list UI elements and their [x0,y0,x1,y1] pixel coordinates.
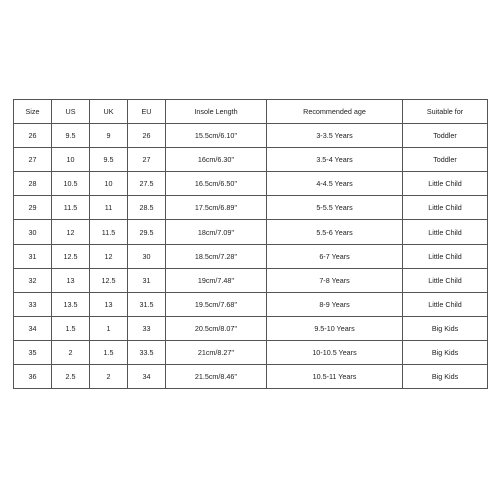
cell-insole-length: 18cm/7.09'' [166,220,267,244]
cell-eu: 27 [128,148,166,172]
cell-us: 10.5 [52,172,90,196]
cell-uk: 13 [90,292,128,316]
cell-recommended-age: 10-10.5 Years [267,340,403,364]
cell-suitable-for: Big Kids [403,365,488,389]
cell-recommended-age: 6-7 Years [267,244,403,268]
cell-size: 34 [14,316,52,340]
cell-insole-length: 19.5cm/7.68'' [166,292,267,316]
header-size: Size [14,100,52,124]
cell-us: 2.5 [52,365,90,389]
cell-us: 10 [52,148,90,172]
cell-eu: 30 [128,244,166,268]
cell-suitable-for: Big Kids [403,316,488,340]
cell-insole-length: 16cm/6.30'' [166,148,267,172]
cell-eu: 33.5 [128,340,166,364]
table-body [14,124,488,389]
table-row [14,196,488,220]
cell-recommended-age: 7-8 Years [267,268,403,292]
cell-uk: 11.5 [90,220,128,244]
table-row [14,365,488,389]
cell-uk: 9.5 [90,148,128,172]
cell-recommended-age: 3.5-4 Years [267,148,403,172]
cell-eu: 31 [128,268,166,292]
cell-size: 36 [14,365,52,389]
cell-uk: 12 [90,244,128,268]
cell-us: 11.5 [52,196,90,220]
cell-recommended-age: 5.5-6 Years [267,220,403,244]
cell-size: 32 [14,268,52,292]
cell-insole-length: 16.5cm/6.50'' [166,172,267,196]
cell-insole-length: 21cm/8.27'' [166,340,267,364]
cell-uk: 1.5 [90,340,128,364]
table-row [14,268,488,292]
cell-size: 31 [14,244,52,268]
cell-suitable-for: Little Child [403,196,488,220]
header-us: US [52,100,90,124]
cell-suitable-for: Little Child [403,244,488,268]
cell-suitable-for: Toddler [403,148,488,172]
cell-recommended-age: 9.5-10 Years [267,316,403,340]
cell-eu: 28.5 [128,196,166,220]
cell-insole-length: 18.5cm/7.28'' [166,244,267,268]
table-header-row [14,100,488,124]
cell-uk: 2 [90,365,128,389]
cell-size: 27 [14,148,52,172]
size-chart-table [13,99,488,389]
cell-recommended-age: 8-9 Years [267,292,403,316]
table-row [14,244,488,268]
cell-recommended-age: 4-4.5 Years [267,172,403,196]
cell-us: 2 [52,340,90,364]
cell-uk: 1 [90,316,128,340]
cell-size: 29 [14,196,52,220]
table-row [14,316,488,340]
cell-uk: 11 [90,196,128,220]
cell-suitable-for: Little Child [403,172,488,196]
cell-eu: 31.5 [128,292,166,316]
cell-us: 12 [52,220,90,244]
header-eu: EU [128,100,166,124]
table-row [14,340,488,364]
cell-recommended-age: 10.5-11 Years [267,365,403,389]
header-recommended-age: Recommended age [267,100,403,124]
cell-eu: 29.5 [128,220,166,244]
cell-us: 1.5 [52,316,90,340]
cell-suitable-for: Little Child [403,268,488,292]
cell-size: 35 [14,340,52,364]
cell-suitable-for: Toddler [403,124,488,148]
table-row [14,292,488,316]
cell-insole-length: 20.5cm/8.07'' [166,316,267,340]
cell-insole-length: 17.5cm/6.89'' [166,196,267,220]
header-uk: UK [90,100,128,124]
cell-uk: 9 [90,124,128,148]
cell-insole-length: 19cm/7.48'' [166,268,267,292]
header-insole-length: Insole Length [166,100,267,124]
cell-recommended-age: 3-3.5 Years [267,124,403,148]
cell-us: 13.5 [52,292,90,316]
cell-suitable-for: Big Kids [403,340,488,364]
cell-size: 26 [14,124,52,148]
cell-us: 12.5 [52,244,90,268]
table-row [14,172,488,196]
cell-recommended-age: 5-5.5 Years [267,196,403,220]
cell-eu: 27.5 [128,172,166,196]
cell-insole-length: 15.5cm/6.10'' [166,124,267,148]
cell-suitable-for: Little Child [403,220,488,244]
cell-eu: 26 [128,124,166,148]
cell-eu: 34 [128,365,166,389]
header-suitable-for: Suitable for [403,100,488,124]
cell-size: 28 [14,172,52,196]
cell-us: 13 [52,268,90,292]
cell-size: 33 [14,292,52,316]
cell-insole-length: 21.5cm/8.46'' [166,365,267,389]
table-row [14,148,488,172]
cell-uk: 10 [90,172,128,196]
cell-us: 9.5 [52,124,90,148]
cell-uk: 12.5 [90,268,128,292]
table-row [14,220,488,244]
cell-eu: 33 [128,316,166,340]
cell-suitable-for: Little Child [403,292,488,316]
table-row [14,124,488,148]
cell-size: 30 [14,220,52,244]
